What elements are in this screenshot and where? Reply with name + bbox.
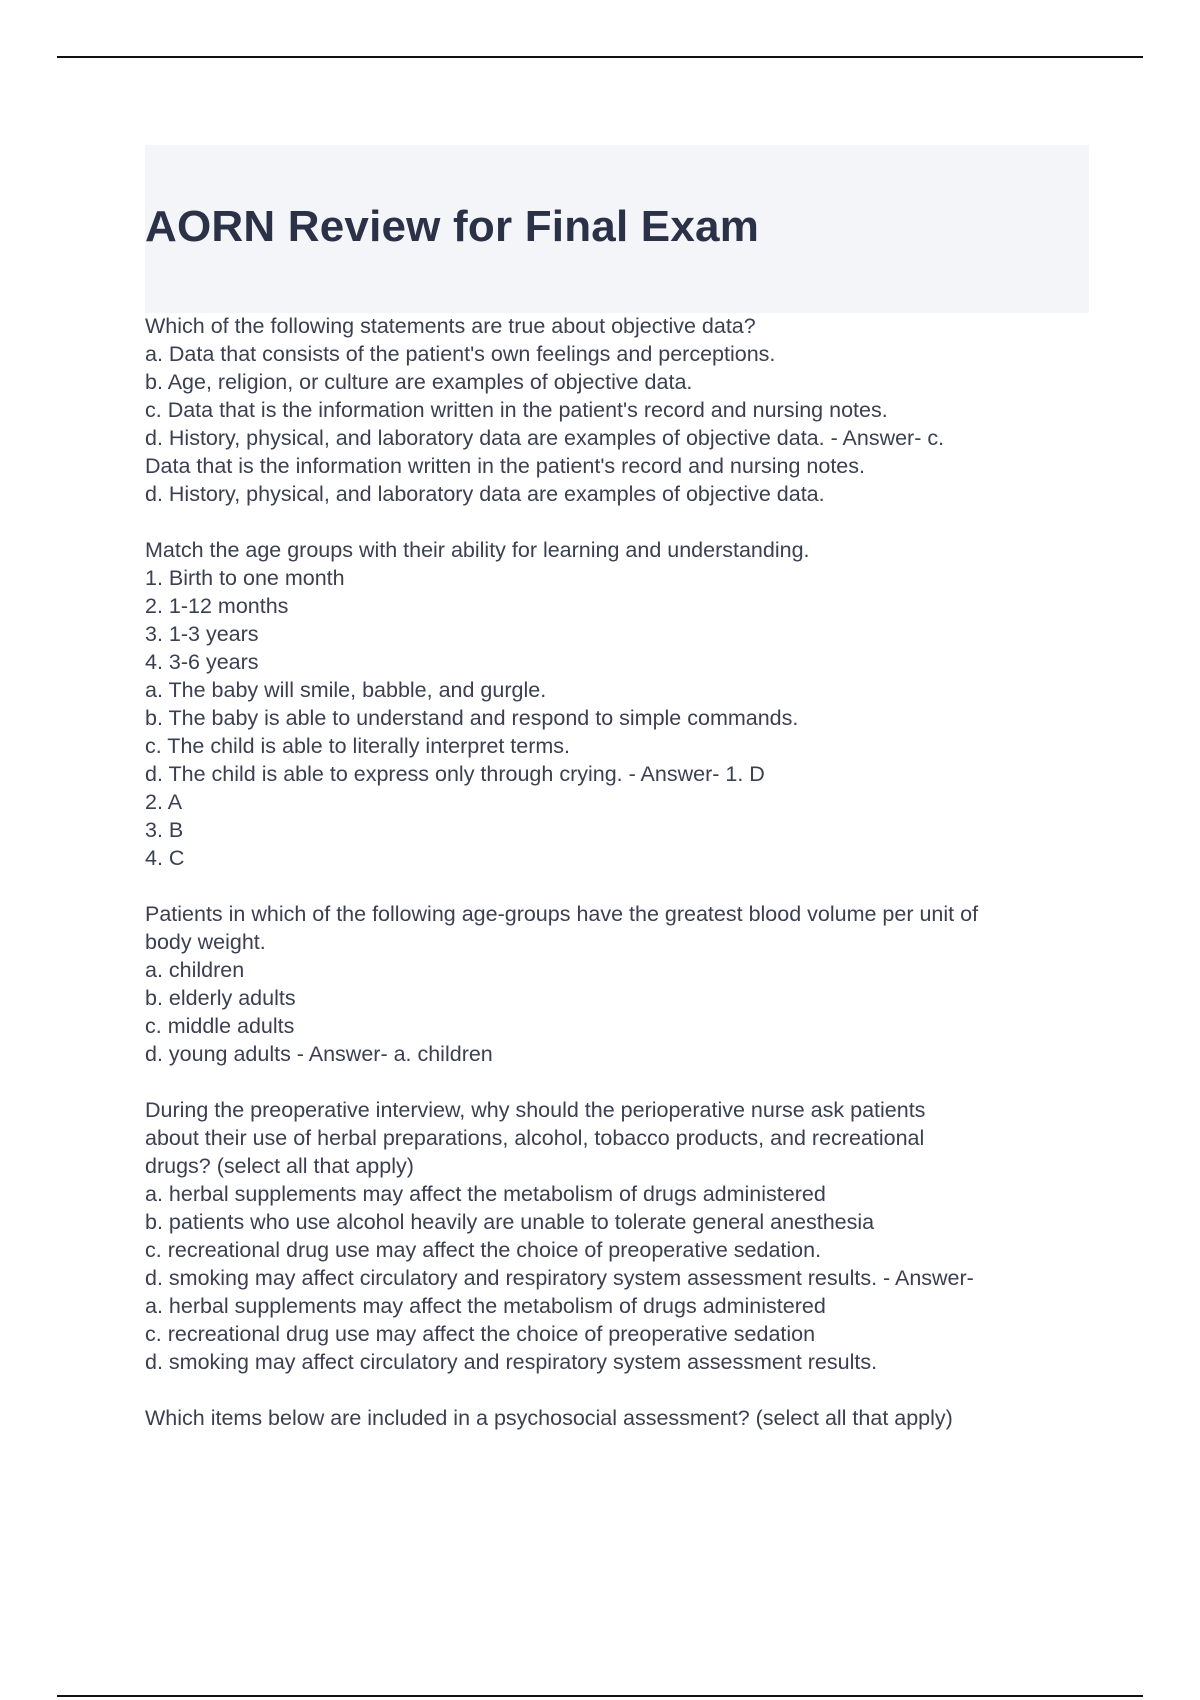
text-line: 4. 3-6 years xyxy=(145,650,259,674)
text-line: c. Data that is the information written in the patient's record and nursing notes. xyxy=(145,398,888,422)
text-line: 3. B xyxy=(145,818,184,842)
text-line: 4. C xyxy=(145,846,185,870)
text-line: b. elderly adults xyxy=(145,986,296,1010)
text-line: 1. Birth to one month xyxy=(145,566,345,590)
text-line: drugs? (select all that apply) xyxy=(145,1154,414,1178)
question-block-4 xyxy=(145,1096,1095,1376)
question-block-2 xyxy=(145,536,1095,872)
top-rule xyxy=(57,56,1143,58)
bottom-rule xyxy=(57,1695,1143,1697)
text-line: body weight. xyxy=(145,930,266,954)
text-line: d. History, physical, and laboratory data are examples of objective data. xyxy=(145,482,825,506)
text-line: c. The child is able to literally interpret terms. xyxy=(145,734,570,758)
text-line: a. herbal supplements may affect the metabolism of drugs administered xyxy=(145,1294,826,1318)
text-line: 2. A xyxy=(145,790,183,814)
text-line: c. middle adults xyxy=(145,1014,295,1038)
document-title: AORN Review for Final Exam xyxy=(145,202,760,251)
text-line: b. Age, religion, or culture are examples of objective data. xyxy=(145,370,693,394)
text-line: b. The baby is able to understand and respond to simple commands. xyxy=(145,706,799,730)
text-line: Which of the following statements are true about objective data? xyxy=(145,314,756,338)
text-line: a. Data that consists of the patient's own feelings and perceptions. xyxy=(145,342,776,366)
question-block-5 xyxy=(145,1404,1095,1432)
text-line: b. patients who use alcohol heavily are unable to tolerate general anesthesia xyxy=(145,1210,875,1234)
text-line: 3. 1-3 years xyxy=(145,622,259,646)
text-line: d. smoking may affect circulatory and respiratory system assessment results. - Answer- xyxy=(145,1266,974,1290)
text-line: 2. 1-12 months xyxy=(145,594,289,618)
question-block-3 xyxy=(145,900,1095,1068)
text-line: d. The child is able to express only through crying. - Answer- 1. D xyxy=(145,762,765,786)
text-line: c. recreational drug use may affect the choice of preoperative sedation xyxy=(145,1322,816,1346)
document-body xyxy=(145,312,1095,1460)
text-line: Patients in which of the following age-groups have the greatest blood volume per unit of xyxy=(145,902,979,926)
text-line: a. herbal supplements may affect the metabolism of drugs administered xyxy=(145,1182,826,1206)
text-line: d. smoking may affect circulatory and respiratory system assessment results. xyxy=(145,1350,878,1374)
text-line: During the preoperative interview, why should the perioperative nurse ask patients xyxy=(145,1098,926,1122)
text-line: Data that is the information written in the patient's record and nursing notes. xyxy=(145,454,865,478)
text-line: about their use of herbal preparations, alcohol, tobacco products, and recreational xyxy=(145,1126,925,1150)
text-line: a. children xyxy=(145,958,245,982)
text-line: Match the age groups with their ability for learning and understanding. xyxy=(145,538,810,562)
text-line: a. The baby will smile, babble, and gurgle. xyxy=(145,678,547,702)
question-block-1 xyxy=(145,312,1095,508)
text-line: d. young adults - Answer- a. children xyxy=(145,1042,493,1066)
text-line: Which items below are included in a psychosocial assessment? (select all that apply) xyxy=(145,1406,953,1430)
text-line: c. recreational drug use may affect the choice of preoperative sedation. xyxy=(145,1238,822,1262)
text-line: d. History, physical, and laboratory data are examples of objective data. - Answer- c. xyxy=(145,426,945,450)
